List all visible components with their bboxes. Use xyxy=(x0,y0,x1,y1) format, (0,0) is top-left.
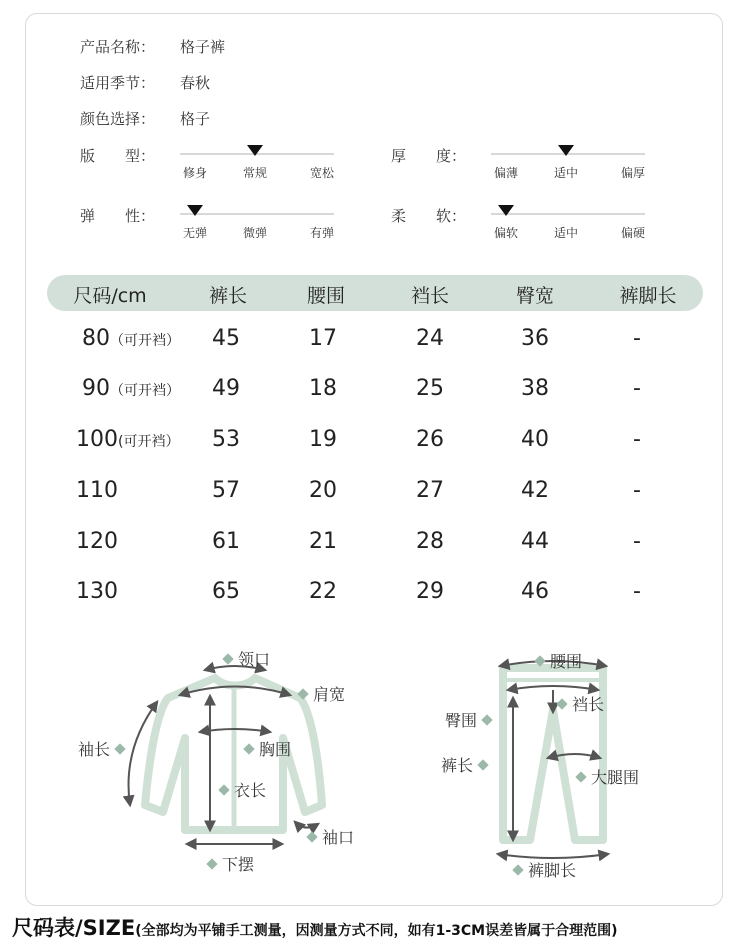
label-cuff: 袖口 xyxy=(308,825,354,848)
diamond-icon xyxy=(477,759,488,770)
size-note: （可开裆） xyxy=(110,333,180,349)
size-cell xyxy=(76,427,179,452)
season-value: 春秋 xyxy=(180,74,211,92)
rise-cell: 28 xyxy=(416,529,444,554)
season-row xyxy=(80,72,210,93)
header-size: 尺码/cm xyxy=(73,285,147,307)
size-cell xyxy=(76,478,118,503)
diamond-icon xyxy=(575,771,586,782)
diamond-icon xyxy=(243,743,254,754)
diamond-icon xyxy=(297,688,308,699)
thickness-option: 偏薄 xyxy=(493,166,519,180)
pants-length-cell: 65 xyxy=(212,579,240,604)
softness-marker xyxy=(498,205,514,216)
header-waist: 腰围 xyxy=(306,285,346,307)
size-cell xyxy=(82,326,180,351)
hip-width-cell: 40 xyxy=(521,427,549,452)
color-row xyxy=(80,108,210,129)
leg-opening-cell: - xyxy=(633,427,641,452)
waist-cell: 22 xyxy=(309,579,337,604)
table-row xyxy=(0,427,750,457)
size-table-header-labels xyxy=(0,275,750,311)
shirt-outline xyxy=(145,678,322,830)
fit-option: 常规 xyxy=(242,166,268,180)
header-leg-opening: 裤脚长 xyxy=(619,285,677,307)
waist-cell: 19 xyxy=(309,427,337,452)
elasticity-marker xyxy=(187,205,203,216)
waist-cell: 18 xyxy=(309,376,337,401)
label-leg-opening: 裤脚长 xyxy=(514,858,576,881)
product-name-value: 格子裤 xyxy=(180,38,226,56)
header-pants-length: 裤长 xyxy=(208,285,248,307)
softness-scale xyxy=(391,205,711,265)
table-row xyxy=(0,529,750,559)
header-hip-width: 臀宽 xyxy=(515,285,555,307)
thickness-marker xyxy=(558,145,574,156)
label-neck: 领口 xyxy=(224,647,270,670)
label-chest: 胸围 xyxy=(245,737,291,760)
leg-opening-cell: - xyxy=(633,326,641,351)
footer-note: (全部均为平铺手工测量，因测量方式不同，如有1-3CM误差皆属于合理范围) xyxy=(135,923,618,939)
label-length: 衣长 xyxy=(220,778,266,801)
color-label: 颜色选择： xyxy=(80,110,156,128)
thickness-label: 厚 度： xyxy=(391,147,467,165)
softness-label: 柔 软： xyxy=(391,207,467,225)
fit-label: 版 型： xyxy=(80,147,156,165)
elasticity-scale xyxy=(80,205,400,265)
size-value: 90 xyxy=(82,376,110,401)
pants-arrows xyxy=(498,661,608,858)
size-cell xyxy=(76,579,118,604)
elasticity-label: 弹 性： xyxy=(80,207,156,225)
elasticity-track xyxy=(180,213,334,215)
label-waist: 腰围 xyxy=(536,649,582,672)
fit-scale xyxy=(80,145,400,205)
softness-option: 偏硬 xyxy=(620,226,646,240)
hip-width-cell: 44 xyxy=(521,529,549,554)
table-row xyxy=(0,478,750,508)
thickness-option: 适中 xyxy=(553,166,579,180)
thickness-track xyxy=(491,153,645,155)
fit-track xyxy=(180,153,334,155)
label-shoulder: 肩宽 xyxy=(299,682,345,705)
elasticity-option: 微弹 xyxy=(242,226,268,240)
pants-length-cell: 53 xyxy=(212,427,240,452)
pants-length-cell: 49 xyxy=(212,376,240,401)
size-note: (可开裆） xyxy=(118,434,180,450)
diamond-icon xyxy=(114,743,125,754)
diamond-icon xyxy=(218,784,229,795)
thickness-option: 偏厚 xyxy=(620,166,646,180)
footer-caption xyxy=(12,912,617,942)
size-value: 80 xyxy=(82,326,110,351)
size-value: 100 xyxy=(76,427,118,452)
product-name-label: 产品名称： xyxy=(80,38,156,56)
size-note: （可开裆） xyxy=(110,383,180,399)
rise-cell: 26 xyxy=(416,427,444,452)
diamond-icon xyxy=(556,698,567,709)
table-row xyxy=(0,326,750,356)
label-rise: 裆长 xyxy=(558,692,604,715)
diamond-icon xyxy=(306,831,317,842)
hip-width-cell: 42 xyxy=(521,478,549,503)
label-pants-length: 裤长 xyxy=(441,753,487,776)
leg-opening-cell: - xyxy=(633,529,641,554)
hip-width-cell: 36 xyxy=(521,326,549,351)
elasticity-option: 无弹 xyxy=(182,226,208,240)
leg-opening-cell: - xyxy=(633,579,641,604)
pants-length-cell: 57 xyxy=(212,478,240,503)
diamond-icon xyxy=(206,858,217,869)
header-rise: 裆长 xyxy=(410,285,450,307)
diamond-icon xyxy=(534,655,545,666)
waist-cell: 17 xyxy=(309,326,337,351)
pants-length-cell: 61 xyxy=(212,529,240,554)
product-name-row xyxy=(80,36,225,57)
season-label: 适用季节： xyxy=(80,74,156,92)
rise-cell: 25 xyxy=(416,376,444,401)
hip-width-cell: 38 xyxy=(521,376,549,401)
diamond-icon xyxy=(512,864,523,875)
fit-marker xyxy=(247,145,263,156)
hip-width-cell: 46 xyxy=(521,579,549,604)
waist-cell: 21 xyxy=(309,529,337,554)
table-row xyxy=(0,376,750,406)
size-value: 110 xyxy=(76,478,118,503)
rise-cell: 29 xyxy=(416,579,444,604)
waist-cell: 20 xyxy=(309,478,337,503)
color-value: 格子 xyxy=(180,110,211,128)
softness-option: 偏软 xyxy=(493,226,519,240)
label-thigh: 大腿围 xyxy=(577,765,639,788)
diamond-icon xyxy=(481,714,492,725)
softness-option: 适中 xyxy=(553,226,579,240)
rise-cell: 24 xyxy=(416,326,444,351)
size-cell xyxy=(76,529,118,554)
size-value: 120 xyxy=(76,529,118,554)
label-hip: 臀围 xyxy=(445,708,491,731)
table-row xyxy=(0,579,750,609)
thickness-scale xyxy=(391,145,711,205)
size-cell xyxy=(82,376,180,401)
leg-opening-cell: - xyxy=(633,376,641,401)
pants-length-cell: 45 xyxy=(212,326,240,351)
rise-cell: 27 xyxy=(416,478,444,503)
label-hem: 下摆 xyxy=(208,852,254,875)
fit-option: 修身 xyxy=(182,166,208,180)
fit-option: 宽松 xyxy=(309,166,335,180)
size-value: 130 xyxy=(76,579,118,604)
elasticity-option: 有弹 xyxy=(309,226,335,240)
diamond-icon xyxy=(222,653,233,664)
footer-title: 尺码表/SIZE xyxy=(12,916,136,940)
leg-opening-cell: - xyxy=(633,478,641,503)
label-sleeve: 袖长 xyxy=(78,737,124,760)
softness-track xyxy=(491,213,645,215)
